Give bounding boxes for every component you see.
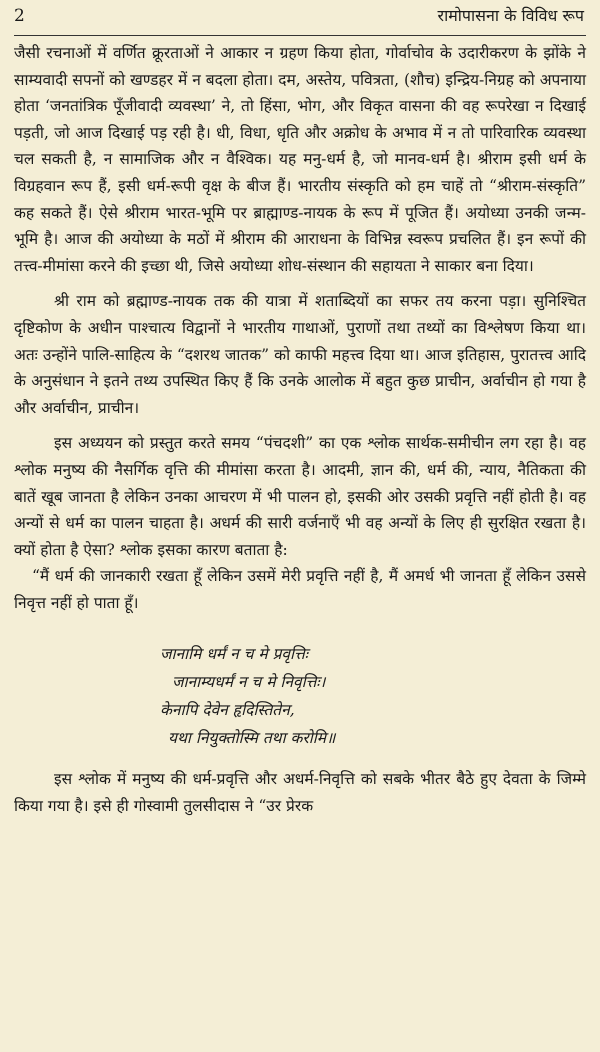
paragraph-3: इस अध्ययन को प्रस्तुत करते समय “पंचदशी” का एक श्लोक सार्थक-समीचीन लग रहा है। वह श्लोक मनुष्य की नैसर्गिक वृत्ति की मीमांसा करता है। आदमी, ज्ञान की, धर्म की, न्याय, नैतिकता की बातें खूब जानता है लेकिन उनका आचरण में भी पालन हो, इसकी ओर उसकी प्रवृत्ति नहीं होती है। वह अन्यों से धर्म का पालन चाहता है। अधर्म की सारी वर्जनाएँ भी वह अन्यों के लिए ही सुरक्षित रखता है। क्यों होता है ऐसा? श्लोक इसका कारण बताता है: (14, 434, 586, 559)
quote-translation: “मैं धर्म की जानकारी रखता हूँ लेकिन उसमें मेरी प्रवृत्ति नहीं है, मैं अमर्ध भी जानता हूँ लेकिन उससे निवृत्त नहीं हो पाता हूँ। (14, 567, 586, 612)
page-header (14, 4, 586, 36)
verse-line: केनापि देवेन हृदिस्तितेन, (160, 701, 295, 720)
closing-paragraph: इस श्लोक में मनुष्य की धर्म-प्रवृत्ति और अधर्म-निवृत्ति को सबके भीतर बैठे हुए देवता के जिम्मे किया गया है। इसे ही गोस्वामी तुलसीदास ने “उर प्रेरक (14, 770, 586, 816)
paragraph-2: श्री राम को ब्रह्माण्ड-नायक तक की यात्रा में शताब्दियों का सफर तय करना पड़ा। सुनिश्चित दृष्टिकोण के अधीन पाश्चात्य विद्वानों ने भारतीय गाथाओं, पुराणों तथा तथ्यों का विश्लेषण किया था। अतः उन्होंने पालि-साहित्य के “दशरथ जातक” को काफी महत्त्व दिया था। आज इतिहास, पुरातत्त्व आदि के अनुसंधान ने इतने तथ्य उपस्थित किए हैं कि उनके आलोक में बहुत कुछ प्राचीन, अर्वाचीन हो गया है और अर्वाचीन, प्राचीन। (14, 292, 586, 417)
verse-line: जानामि धर्मं न च मे प्रवृत्तिः (160, 645, 308, 664)
verse-line: यथा नियुक्तोस्मि तथा करोमि॥ (168, 729, 336, 748)
page-number: 2 (14, 6, 25, 26)
verse-line: जानाम्यधर्मं न च मे निवृत्तिः। (172, 673, 326, 692)
sanskrit-verse (14, 640, 586, 752)
running-title: रामोपासना के विविध रूप (437, 6, 584, 25)
paragraph-1: जैसी रचनाओं में वर्णित क्रूरताओं ने आकार न ग्रहण किया होता, गोर्वाचोव के उदारीकरण के झोंके ने साम्यवादी सपनों को खण्डहर में न बदला होता। दम, अस्तेय, पवित्रता, (शौच) इन्द्रिय-निग्रह को अपनाया होता ‘जनतांत्रिक पूँजीवादी व्यवस्था’ ने, तो हिंसा, भोग, और विकृत वासना की वह रूपरेखा न दिखाई पड़ती, जो आज दिखाई पड़ रही है। धी, विधा, धृति और अक्रोध के अभाव में न तो पारिवारिक व्यवस्था चल सकती है, न सामाजिक और न वैश्विक। यह मनु-धर्म है, जो मानव-धर्म है। श्रीराम इसी धर्म के विग्रहवान रूप हैं, इसी धर्म-रूपी वृक्ष के बीज हैं। भारतीय संस्कृति को हम चाहें तो “श्रीराम-संस्कृति” कह सकते हैं। ऐसे श्रीराम भारत-भूमि पर ब्राह्माण्ड-नायक के रूप में पूजित हैं। अयोध्या उनकी जन्म-भूमि है। आज की अयोध्या के मठों में श्रीराम की आराधना के विभिन्न स्वरूप प्रचलित हैं। इन रूपों की तत्त्व-मीमांसा करने की इच्छा थी, जिसे अयोध्या शोध-संस्थान की सहायता ने साकार बना दिया। (14, 44, 586, 275)
